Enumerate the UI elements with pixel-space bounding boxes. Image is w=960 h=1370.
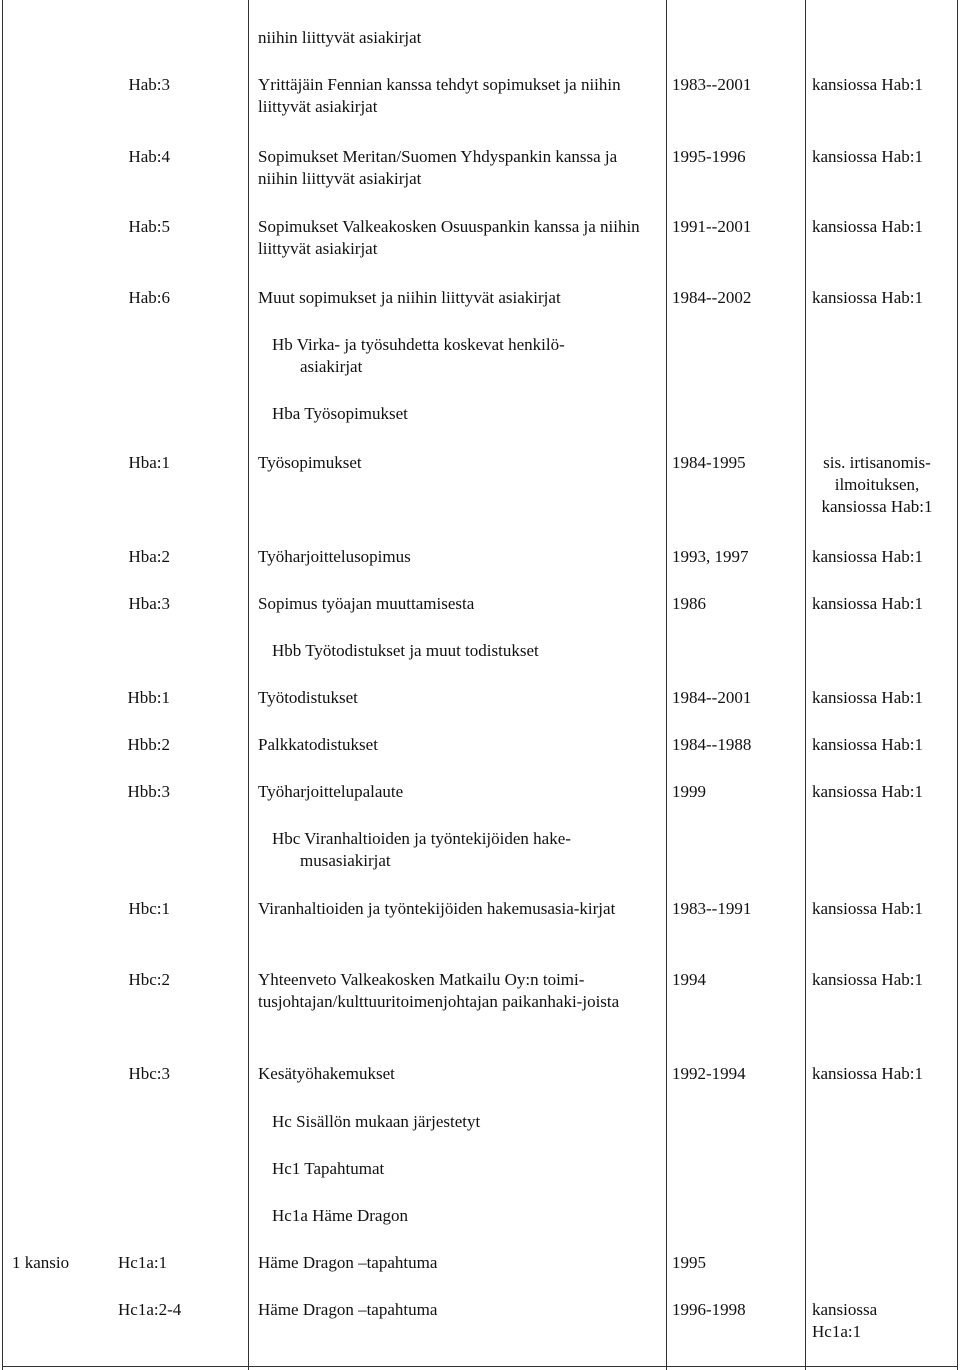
row-code: Hc1a:2-4 [118, 1300, 182, 1319]
section-heading-hbb: Hbb Työtodistukset ja muut todistukset [272, 641, 539, 660]
section-heading-hc1: Hc1 Tapahtumat [272, 1159, 385, 1178]
row-note: kansiossa Hc1a:1 [812, 1300, 878, 1341]
row-code: Hbb:1 [127, 688, 170, 707]
section-heading-hb [272, 334, 672, 378]
row-note: kansiossa Hab:1 [812, 899, 923, 918]
row-date: 1984-1995 [672, 453, 746, 472]
row-code: Hc1a:1 [118, 1253, 168, 1272]
heading-line: Hbc Viranhaltioiden ja työntekijöiden hake- [272, 829, 571, 848]
heading-line: musasiakirjat [300, 851, 391, 870]
row-code: Hab:5 [128, 217, 170, 236]
row-desc: Yhteenveto Valkeakosken Matkailu Oy:n toimi-tusjohtajan/kulttuuritoimenjohtajan paikanhaki-joista [258, 970, 620, 1011]
row-date: 1999 [672, 782, 706, 801]
row-date: 1991--2001 [672, 217, 752, 236]
row-desc: Häme Dragon –tapahtuma [258, 1253, 438, 1272]
top-fragment: niihin liittyvät asiakirjat [258, 28, 422, 47]
row-date: 1984--2001 [672, 688, 752, 707]
row-desc: Muut sopimukset ja niihin liittyvät asiakirjat [258, 288, 561, 307]
row-date: 1994 [672, 970, 706, 989]
row-note: kansiossa Hab:1 [812, 688, 923, 707]
row-date: 1986 [672, 594, 706, 613]
row-desc: Häme Dragon –tapahtuma [258, 1300, 438, 1319]
row-desc: Sopimukset Valkeakosken Osuuspankin kanssa ja niihin liittyvät asiakirjat [258, 217, 640, 258]
row-date: 1992-1994 [672, 1064, 746, 1083]
row-desc: Yrittäjäin Fennian kanssa tehdyt sopimukset ja niihin liittyvät asiakirjat [258, 75, 621, 116]
row-code: Hba:3 [128, 594, 170, 613]
section-heading-hc: Hc Sisällön mukaan järjestetyt [272, 1112, 481, 1131]
row-date: 1983--1991 [672, 899, 752, 918]
row-code: Hab:3 [128, 75, 170, 94]
row-date: 1993, 1997 [672, 547, 749, 566]
row-date: 1995 [672, 1253, 706, 1272]
row-code: Hbc:1 [128, 899, 170, 918]
row-code: Hbb:3 [127, 782, 170, 801]
row-note: kansiossa Hab:1 [812, 217, 923, 236]
row-date: 1996-1998 [672, 1300, 746, 1319]
row-note: kansiossa Hab:1 [812, 547, 923, 566]
row-note: kansiossa Hab:1 [812, 782, 923, 801]
row-note: kansiossa Hab:1 [812, 594, 923, 613]
row-code: Hab:4 [128, 147, 170, 166]
row-desc: Viranhaltioiden ja työntekijöiden hakemusasia-kirjat [258, 899, 616, 918]
section-heading-hba: Hba Työsopimukset [272, 404, 408, 423]
row-code: Hab:6 [128, 288, 170, 307]
row-date: 1983--2001 [672, 75, 752, 94]
section-heading-hc1a: Hc1a Häme Dragon [272, 1206, 408, 1225]
row-desc: Työtodistukset [258, 688, 358, 707]
row-code: Hbb:2 [127, 735, 170, 754]
row-note: kansiossa Hab:1 [812, 288, 923, 307]
row-code: Hba:1 [128, 453, 170, 472]
section-heading-hbc [272, 828, 672, 872]
row-desc: Palkkatodistukset [258, 735, 378, 754]
row-desc: Kesätyöhakemukset [258, 1064, 395, 1083]
row-kansio: 1 kansio [12, 1253, 70, 1272]
row-desc: Työharjoittelupalaute [258, 782, 404, 801]
row-desc: Työharjoittelusopimus [258, 547, 411, 566]
row-code: Hbc:3 [128, 1064, 170, 1083]
row-note: kansiossa Hab:1 [812, 735, 923, 754]
row-note: kansiossa Hab:1 [812, 75, 923, 94]
heading-line: asiakirjat [300, 357, 363, 376]
row-desc: Sopimus työajan muuttamisesta [258, 594, 475, 613]
row-note: kansiossa Hab:1 [812, 1064, 923, 1083]
row-note: kansiossa Hab:1 [812, 970, 923, 989]
row-desc: Työsopimukset [258, 453, 362, 472]
row-date: 1984--2002 [672, 288, 752, 307]
row-note: kansiossa Hab:1 [812, 147, 923, 166]
row-date: 1995-1996 [672, 147, 746, 166]
row-code: Hba:2 [128, 547, 170, 566]
row-desc: Sopimukset Meritan/Suomen Yhdyspankin kanssa ja niihin liittyvät asiakirjat [258, 147, 618, 188]
heading-line: Hb Virka- ja työsuhdetta koskevat henkilö- [272, 335, 565, 354]
row-note: sis. irtisanomis-ilmoituksen, kansiossa Hab:1 [821, 453, 933, 516]
row-code: Hbc:2 [128, 970, 170, 989]
row-date: 1984--1988 [672, 735, 752, 754]
